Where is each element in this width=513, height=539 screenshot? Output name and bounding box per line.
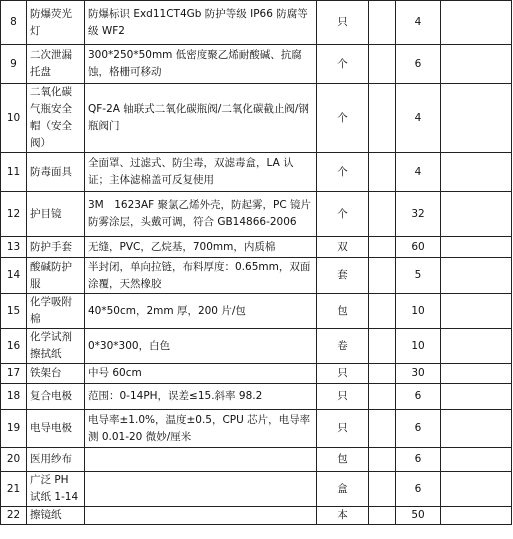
item-quantity: 6: [396, 45, 441, 84]
item-name: 防爆荧光灯: [27, 1, 85, 45]
blank-cell: [369, 384, 396, 410]
remarks-cell: [441, 410, 512, 448]
item-unit: 包: [317, 294, 369, 329]
item-unit: 双: [317, 237, 369, 258]
item-name: 复合电极: [27, 384, 85, 410]
row-number: 16: [1, 329, 27, 364]
remarks-cell: [441, 153, 512, 192]
row-number: 22: [1, 507, 27, 525]
item-quantity: 5: [396, 258, 441, 294]
item-spec: QF-2A 轴联式二氧化碳瓶阀/二氧化碳截止阀/钢瓶阀门: [85, 84, 317, 153]
remarks-cell: [441, 294, 512, 329]
item-quantity: 50: [396, 507, 441, 525]
item-quantity: 6: [396, 384, 441, 410]
blank-cell: [369, 329, 396, 364]
item-unit: 盒: [317, 472, 369, 507]
item-unit: 本: [317, 507, 369, 525]
item-spec: 300*250*50mm 低密度聚乙烯耐酸碱、抗腐蚀，格栅可移动: [85, 45, 317, 84]
table-row: [1, 237, 512, 258]
item-name: 医用纱布: [27, 448, 85, 472]
row-number: 21: [1, 472, 27, 507]
blank-cell: [369, 364, 396, 384]
row-number: 13: [1, 237, 27, 258]
table-row: [1, 410, 512, 448]
table-row: [1, 448, 512, 472]
blank-cell: [369, 472, 396, 507]
row-number: 10: [1, 84, 27, 153]
item-name: 防毒面具: [27, 153, 85, 192]
blank-cell: [369, 507, 396, 525]
item-name: 广泛 PH 试纸 1-14: [27, 472, 85, 507]
blank-cell: [369, 448, 396, 472]
item-unit: 个: [317, 192, 369, 237]
table-row: [1, 1, 512, 45]
item-spec: 0*30*300，白色: [85, 329, 317, 364]
remarks-cell: [441, 1, 512, 45]
table-row: [1, 329, 512, 364]
item-spec: 全面罩、过滤式、防尘毒，双滤毒盒，LA 认证；主体滤棉盖可反复使用: [85, 153, 317, 192]
row-number: 11: [1, 153, 27, 192]
remarks-cell: [441, 364, 512, 384]
item-name: 化学吸附棉: [27, 294, 85, 329]
item-unit: 只: [317, 410, 369, 448]
row-number: 18: [1, 384, 27, 410]
table-row: [1, 45, 512, 84]
item-unit: 只: [317, 364, 369, 384]
item-spec: [85, 507, 317, 525]
table-row: [1, 192, 512, 237]
item-spec: 3M 1623AF 聚氯乙烯外壳，防起雾，PC 镜片防雾涂层，头戴可调，符合 GB14866-2006: [85, 192, 317, 237]
table-row: [1, 472, 512, 507]
item-quantity: 4: [396, 1, 441, 45]
item-name: 二氧化碳气瓶安全帽（安全阀）: [27, 84, 85, 153]
item-quantity: 6: [396, 472, 441, 507]
blank-cell: [369, 84, 396, 153]
item-name: 护目镜: [27, 192, 85, 237]
item-quantity: 6: [396, 410, 441, 448]
blank-cell: [369, 410, 396, 448]
blank-cell: [369, 1, 396, 45]
row-number: 20: [1, 448, 27, 472]
remarks-cell: [441, 507, 512, 525]
table-row: [1, 384, 512, 410]
item-spec: 范围：0-14PH，误差≤15.斜率 98.2: [85, 384, 317, 410]
table-row: [1, 364, 512, 384]
item-quantity: 10: [396, 329, 441, 364]
item-name: 铁架台: [27, 364, 85, 384]
item-spec: 40*50cm，2mm 厚，200 片/包: [85, 294, 317, 329]
table-row: [1, 84, 512, 153]
item-quantity: 4: [396, 84, 441, 153]
item-unit: 套: [317, 258, 369, 294]
table-row: [1, 153, 512, 192]
blank-cell: [369, 153, 396, 192]
table-row: [1, 258, 512, 294]
item-unit: 卷: [317, 329, 369, 364]
item-unit: 只: [317, 1, 369, 45]
item-quantity: 60: [396, 237, 441, 258]
item-name: 化学试剂擦拭纸: [27, 329, 85, 364]
item-quantity: 10: [396, 294, 441, 329]
remarks-cell: [441, 192, 512, 237]
item-spec: [85, 472, 317, 507]
blank-cell: [369, 294, 396, 329]
item-quantity: 32: [396, 192, 441, 237]
row-number: 12: [1, 192, 27, 237]
item-name: 酸碱防护服: [27, 258, 85, 294]
item-spec: [85, 448, 317, 472]
item-unit: 只: [317, 384, 369, 410]
item-name: 防护手套: [27, 237, 85, 258]
remarks-cell: [441, 472, 512, 507]
item-spec: 半封闭，单向拉链，布料厚度：0.65mm，双面涂覆，天然橡胶: [85, 258, 317, 294]
remarks-cell: [441, 384, 512, 410]
remarks-cell: [441, 237, 512, 258]
item-name: 电导电极: [27, 410, 85, 448]
remarks-cell: [441, 45, 512, 84]
item-unit: 包: [317, 448, 369, 472]
remarks-cell: [441, 448, 512, 472]
row-number: 17: [1, 364, 27, 384]
blank-cell: [369, 45, 396, 84]
item-unit: 个: [317, 153, 369, 192]
item-spec: 无缝，PVC，乙烷基，700mm，内质棉: [85, 237, 317, 258]
item-quantity: 4: [396, 153, 441, 192]
item-spec: 电导率±1.0%，温度±0.5，CPU 芯片，电导率测 0.01-20 微妙/厘米: [85, 410, 317, 448]
row-number: 19: [1, 410, 27, 448]
blank-cell: [369, 237, 396, 258]
remarks-cell: [441, 84, 512, 153]
row-number: 15: [1, 294, 27, 329]
row-number: 9: [1, 45, 27, 84]
table-row: [1, 507, 512, 525]
blank-cell: [369, 192, 396, 237]
row-number: 8: [1, 1, 27, 45]
item-quantity: 30: [396, 364, 441, 384]
item-name: 二次泄漏托盘: [27, 45, 85, 84]
row-number: 14: [1, 258, 27, 294]
item-unit: 个: [317, 84, 369, 153]
item-spec: 防爆标识 Exd11CT4Gb 防护等级 IP66 防腐等级 WF2: [85, 1, 317, 45]
item-spec: 中号 60cm: [85, 364, 317, 384]
item-unit: 个: [317, 45, 369, 84]
item-name: 擦镜纸: [27, 507, 85, 525]
table-row: [1, 294, 512, 329]
remarks-cell: [441, 258, 512, 294]
item-quantity: 6: [396, 448, 441, 472]
remarks-cell: [441, 329, 512, 364]
blank-cell: [369, 258, 396, 294]
